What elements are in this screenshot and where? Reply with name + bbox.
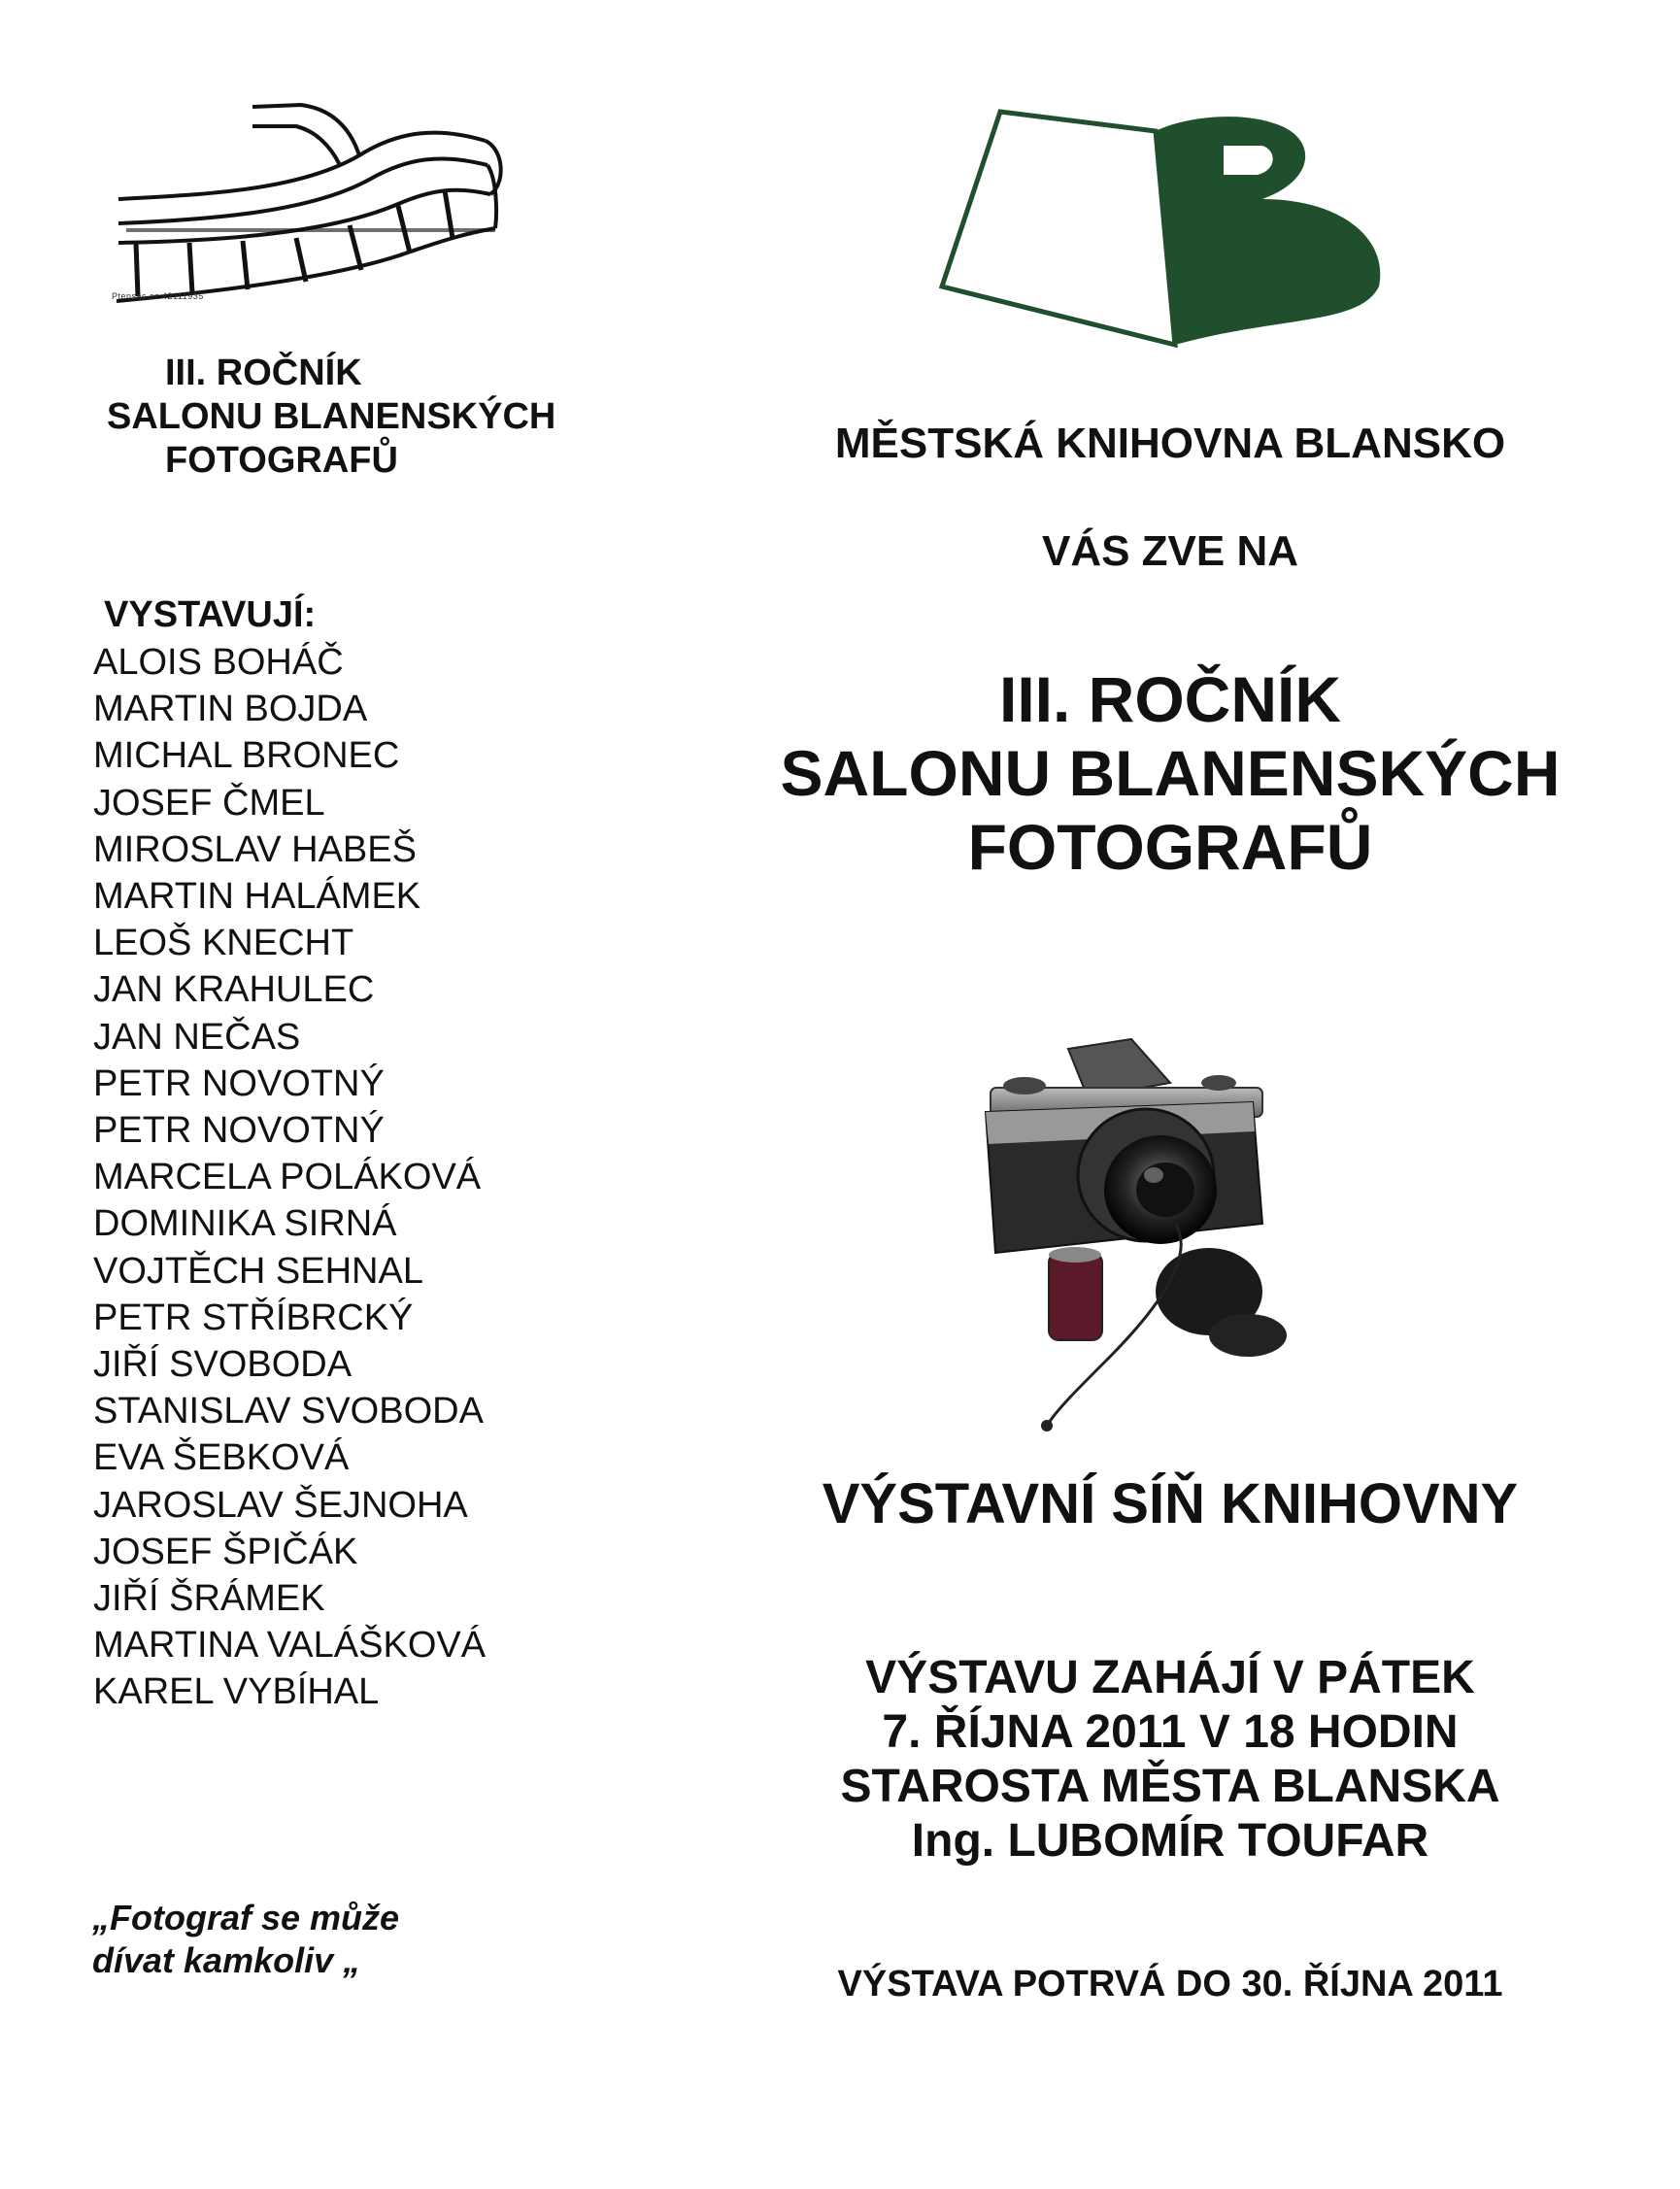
list-item: JIŘÍ SVOBODA <box>93 1344 353 1386</box>
library-name: MĚSTSKÁ KNIHOVNA BLANSKO <box>834 420 1506 467</box>
quote <box>92 1897 399 1982</box>
opening-line-4: Ing. LUBOMÍR TOUFAR <box>911 1815 1429 1867</box>
main-title <box>680 662 1661 884</box>
list-item: JOSEF ČMEL <box>93 782 325 824</box>
list-item: MIROSLAV HABEŠ <box>93 828 417 870</box>
opening-line-2: 7. ŘÍJNA 2011 V 18 HODIN <box>882 1706 1459 1758</box>
left-title-line-3: FOTOGRAFŮ <box>165 440 398 481</box>
main-title-line-2: SALONU BLANENSKÝCH <box>780 737 1561 809</box>
list-item: EVA ŠEBKOVÁ <box>93 1437 350 1479</box>
list-item: PETR NOVOTNÝ <box>93 1110 385 1152</box>
list-item: MICHAL BRONEC <box>93 735 400 777</box>
exhibitors-heading: VYSTAVUJÍ: <box>104 594 317 635</box>
film-strip-icon <box>107 97 515 306</box>
list-item: JAN NEČAS <box>93 1016 301 1058</box>
list-item: JOSEF ŠPIČÁK <box>93 1531 358 1572</box>
exhibition-hall: VÝSTAVNÍ SÍŇ KNIHOVNY <box>822 1472 1519 1535</box>
opening-info <box>680 1651 1661 1869</box>
list-item: KAREL VYBÍHAL <box>93 1671 380 1713</box>
exhibitors-list <box>93 639 486 1716</box>
left-title-line-1: III. ROČNÍK <box>165 353 362 393</box>
list-item: MARCELA POLÁKOVÁ <box>93 1157 482 1198</box>
camera-photo-icon <box>971 1029 1292 1457</box>
list-item: ALOIS BOHÁČ <box>93 642 344 683</box>
quote-line-1: „Fotograf se může <box>92 1898 400 1937</box>
list-item: STANISLAV SVOBODA <box>93 1391 484 1432</box>
opening-line-3: STAROSTA MĚSTA BLANSKA <box>840 1761 1500 1812</box>
main-title-line-1: III. ROČNÍK <box>998 663 1341 735</box>
opening-line-1: VÝSTAVU ZAHÁJÍ V PÁTEK <box>865 1652 1475 1703</box>
list-item: PETR STŘÍBRCKÝ <box>93 1297 414 1338</box>
list-item: MARTIN BOJDA <box>93 689 368 730</box>
list-item: JAN KRAHULEC <box>93 969 375 1011</box>
left-title <box>107 352 651 483</box>
list-item: LEOŠ KNECHT <box>93 923 354 964</box>
quote-line-2: dívat kamkoliv „ <box>92 1940 361 1980</box>
list-item: MARTIN HALÁMEK <box>93 876 421 918</box>
list-item: DOMINIKA SIRNÁ <box>93 1203 397 1245</box>
left-title-line-2: SALONU BLANENSKÝCH <box>107 396 556 437</box>
book-logo-icon <box>932 102 1418 354</box>
list-item: JAROSLAV ŠEJNOHA <box>93 1484 468 1526</box>
invite-text: VÁS ZVE NA <box>1041 527 1299 575</box>
main-title-line-3: FOTOGRAFŮ <box>967 811 1373 883</box>
exhibition-duration: VÝSTAVA POTRVÁ DO 30. ŘÍJNA 2011 <box>837 1964 1503 2004</box>
list-item: VOJTĚCH SEHNAL <box>93 1250 423 1292</box>
list-item: PETR NOVOTNÝ <box>93 1062 385 1104</box>
film-logo-caption: Ptensac.cz 42111935 <box>112 291 204 301</box>
list-item: MARTINA VALÁŠKOVÁ <box>93 1625 487 1667</box>
list-item: JIŘÍ ŠRÁMEK <box>93 1578 325 1620</box>
